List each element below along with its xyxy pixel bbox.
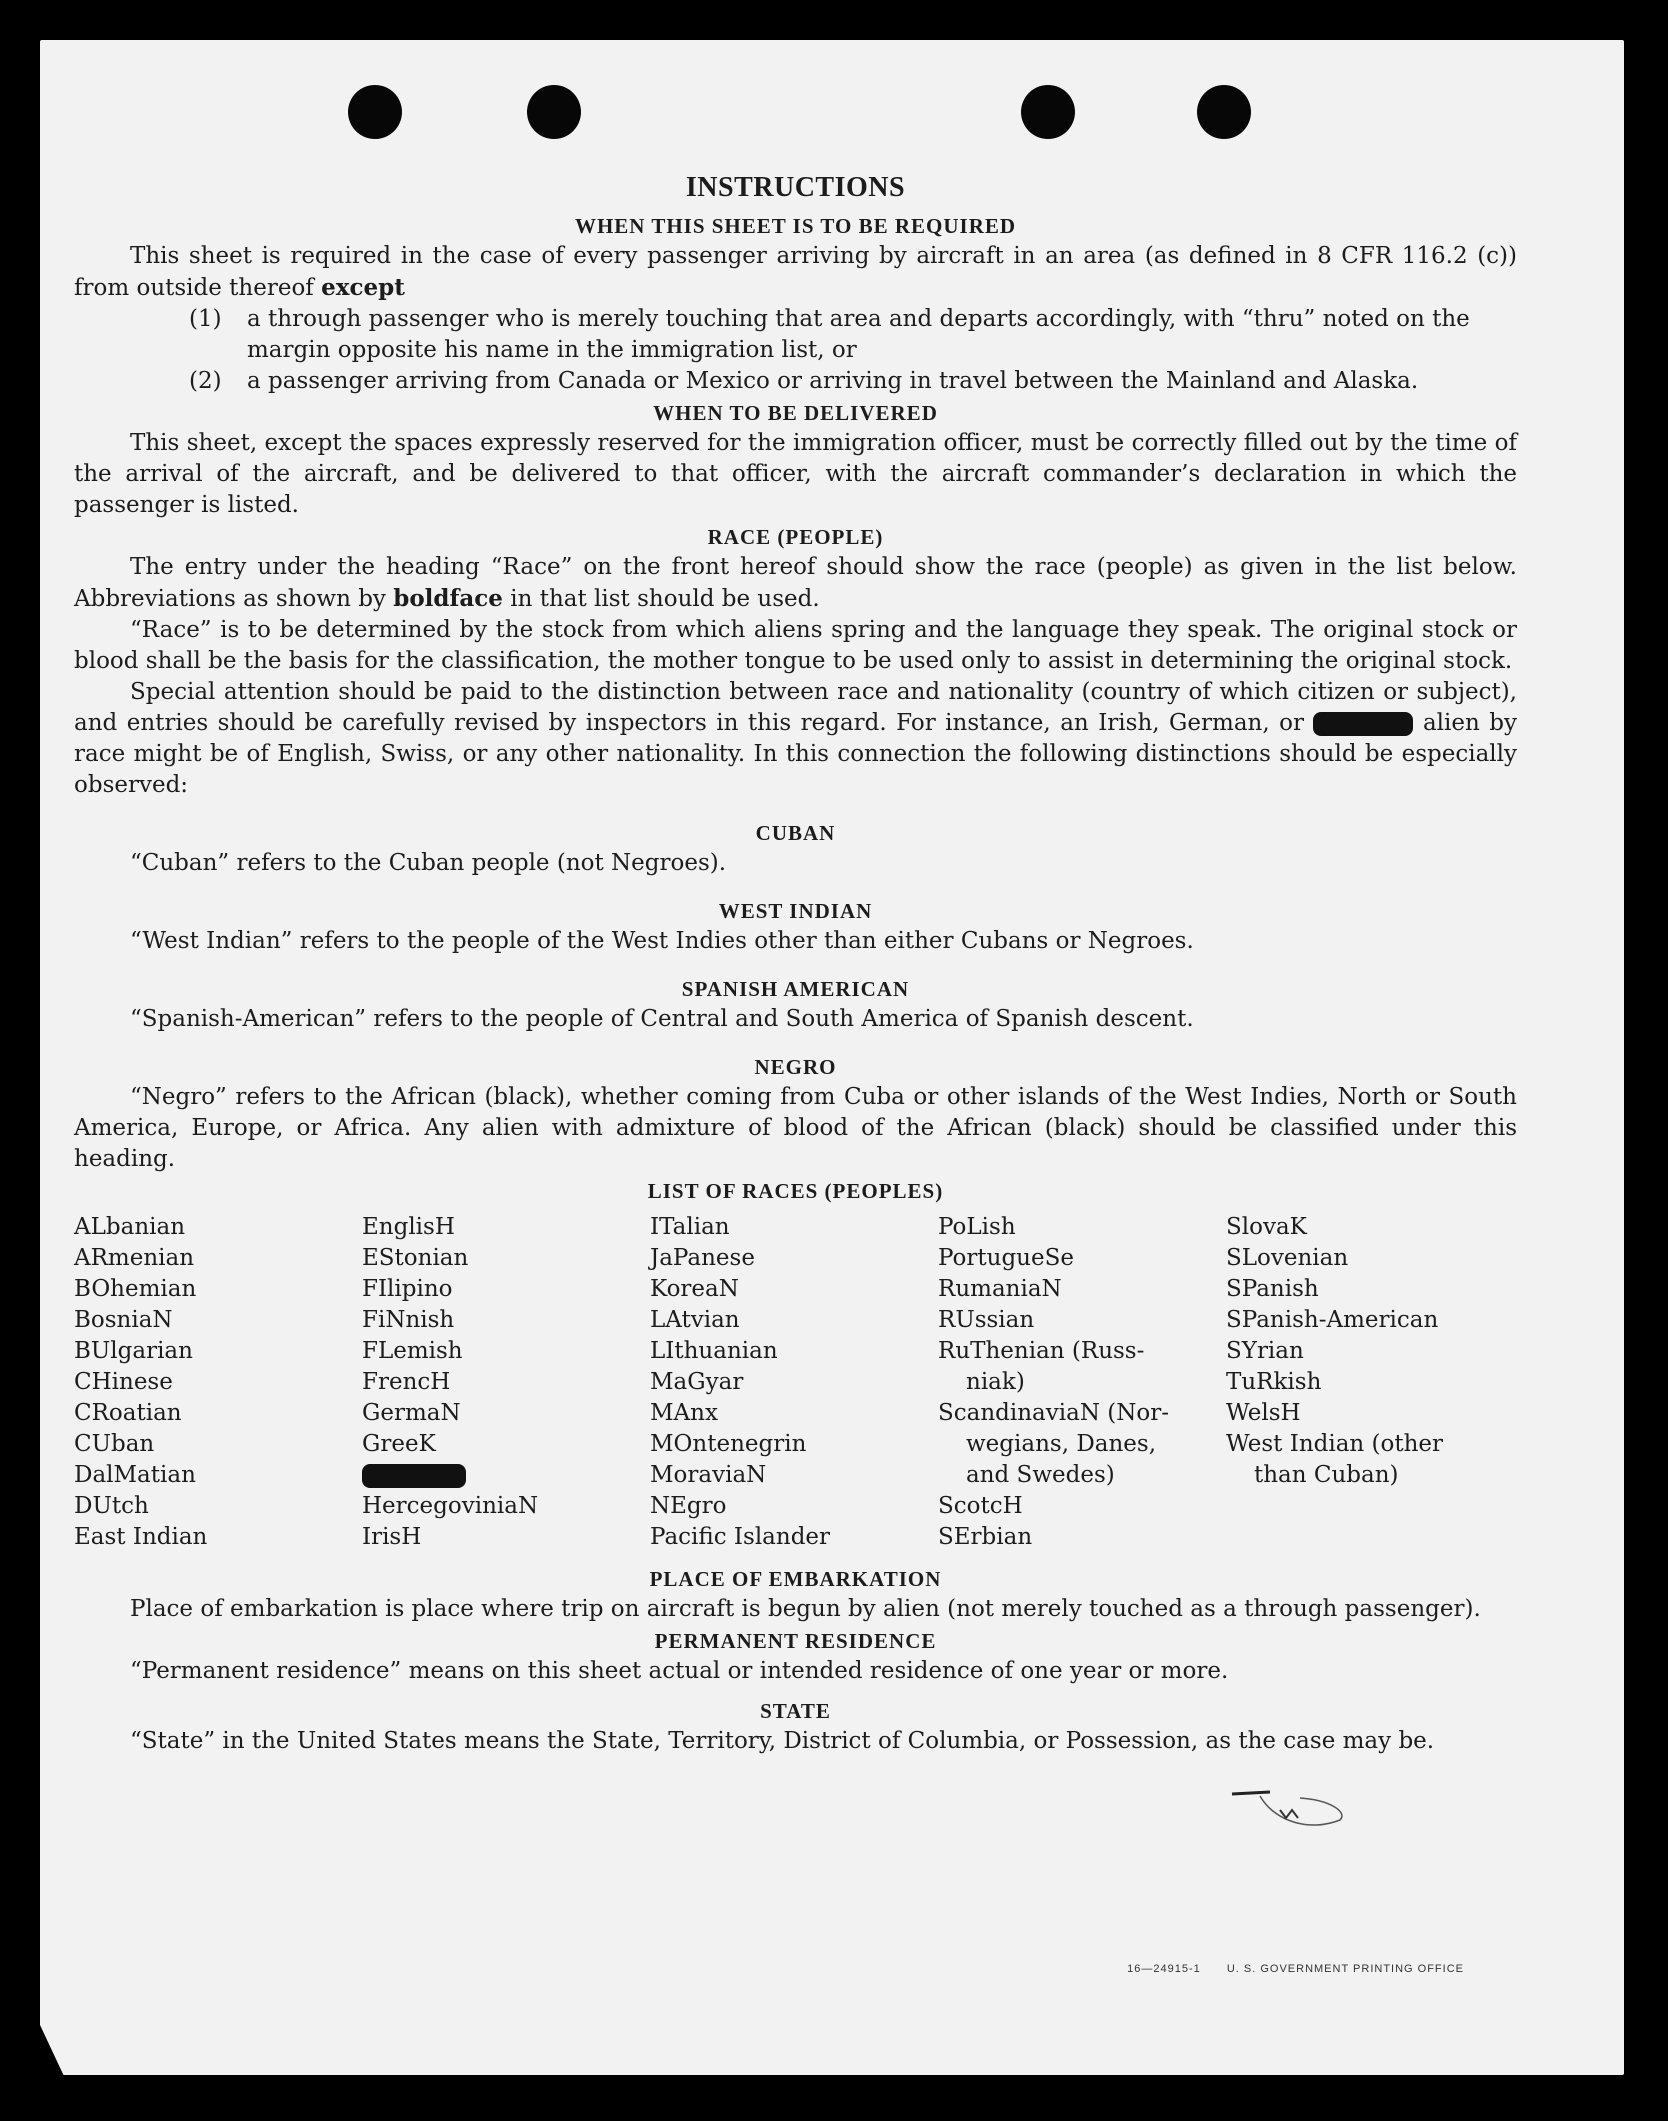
race-item: FLemish: [362, 1338, 463, 1364]
race-item: SErbian: [938, 1524, 1033, 1550]
race-item: MoraviaN: [650, 1462, 767, 1488]
when-required-intro: This sheet is required in the case of every passenger arriving by aircraft in an area (as defined in 8 CFR 116.2 (c)) from outside thereof except: [74, 243, 1517, 301]
punch-hole: [1197, 85, 1251, 139]
race-item: CRoatian: [74, 1400, 182, 1426]
printer-name: U. S. GOVERNMENT PRINTING OFFICE: [1226, 1963, 1464, 1975]
race-item: BosniaN: [74, 1307, 173, 1333]
cuban-text: “Cuban” refers to the Cuban people (not Negroes).: [130, 850, 727, 876]
race-item: FrencH: [362, 1369, 451, 1395]
race-item: PoLish: [938, 1214, 1016, 1240]
race-item: ScandinaviaN (Nor-: [938, 1400, 1169, 1426]
section-heading-spanish-american: SPANISH AMERICAN: [681, 977, 910, 1001]
page-title: INSTRUCTIONS: [685, 172, 906, 203]
race-item-continuation: and Swedes): [966, 1462, 1115, 1488]
race-item: ScotcH: [938, 1493, 1023, 1519]
when-delivered-text: This sheet, except the spaces expressly reserved for the immigration officer, must be correctly filled out by the time of the arrival of the aircraft, and be delivered to that officer, with the aircraft commander’s declaration in which the passenger is listed.: [74, 430, 1517, 518]
race-item-continuation: than Cuban): [1254, 1462, 1399, 1488]
race-item: DUtch: [74, 1493, 149, 1519]
race-item: PortugueSe: [938, 1245, 1074, 1271]
race-item: SYrian: [1226, 1338, 1304, 1364]
section-heading-when-required: WHEN THIS SHEET IS TO BE REQUIRED: [574, 214, 1017, 238]
section-heading-race: RACE (PEOPLE): [707, 525, 884, 549]
race-item: GreeK: [362, 1431, 436, 1457]
race-item: FIlipino: [362, 1276, 453, 1302]
race-item: SLovenian: [1226, 1245, 1349, 1271]
race-paragraph-2: “Race” is to be determined by the stock from which aliens spring and the language they speak. The original stock or blood shall be the basis for the classification, the mother tongue to be used only to assist in determining the original stock.: [74, 617, 1517, 674]
race-item: NEgro: [650, 1493, 727, 1519]
printer-footer: [1127, 1963, 1464, 1975]
race-paragraph-3: Special attention should be paid to the distinction between race and nationality (country of which citizen or subject), and entries should be carefully revised by inspectors in this regard. For instance, an Irish, German, or alien by race might be of English, Swiss, or any other nationality. In this connection the following distinctions should be especially observed:: [74, 679, 1517, 798]
race-item: LIthuanian: [650, 1338, 778, 1364]
race-item: HercegoviniaN: [362, 1493, 539, 1519]
race-item: SPanish-American: [1226, 1307, 1439, 1333]
pen-mark: [1230, 1782, 1350, 1838]
race-item: BUlgarian: [74, 1338, 193, 1364]
races-column-5: [1226, 1212, 1514, 1553]
race-item: FiNnish: [362, 1307, 455, 1333]
exception-item: (1) a through passenger who is merely touching that area and departs accordingly, with “thru” noted on the margin opposite his name in the immigration list, or: [189, 306, 1470, 363]
race-item: KoreaN: [650, 1276, 739, 1302]
section-heading-state: STATE: [760, 1699, 831, 1723]
race-item: Pacific Islander: [650, 1524, 831, 1550]
race-item: SPanish: [1226, 1276, 1319, 1302]
redaction-mark: [1313, 712, 1413, 736]
section-heading-negro: NEGRO: [754, 1055, 837, 1079]
race-item: IrisH: [362, 1524, 422, 1550]
race-item: MaGyar: [650, 1369, 744, 1395]
race-item: SlovaK: [1226, 1214, 1307, 1240]
form-code: 16—24915-1: [1127, 1963, 1201, 1975]
race-item-continuation: niak): [966, 1369, 1025, 1395]
race-item: West Indian (other: [1226, 1431, 1444, 1457]
races-column-1: [74, 1212, 362, 1553]
race-item: GermaN: [362, 1400, 461, 1426]
instructions-body: [74, 170, 1517, 1757]
redaction-mark: [362, 1464, 466, 1488]
race-item: EStonian: [362, 1245, 469, 1271]
races-column-4: [938, 1212, 1226, 1553]
race-item: MOntenegrin: [650, 1431, 807, 1457]
race-item: BOhemian: [74, 1276, 197, 1302]
punch-hole: [1021, 85, 1075, 139]
race-item: DalMatian: [74, 1462, 196, 1488]
residence-text: “Permanent residence” means on this sheet actual or intended residence of one year or more.: [130, 1658, 1229, 1684]
race-item: CHinese: [74, 1369, 173, 1395]
exception-item: (2) a passenger arriving from Canada or Mexico or arriving in travel between the Mainland and Alaska.: [189, 368, 1419, 394]
section-heading-when-delivered: WHEN TO BE DELIVERED: [653, 401, 938, 425]
race-item: EnglisH: [362, 1214, 455, 1240]
race-item: ITalian: [650, 1214, 730, 1240]
negro-text: “Negro” refers to the African (black), whether coming from Cuba or other islands of the West Indies, North or South America, Europe, or Africa. Any alien with admixture of blood of the African (black) should be classified under this heading.: [74, 1084, 1517, 1172]
race-item: RuThenian (Russ-: [938, 1338, 1145, 1364]
race-item: CUban: [74, 1431, 155, 1457]
section-heading-cuban: CUBAN: [755, 821, 836, 845]
race-item: RUssian: [938, 1307, 1035, 1333]
section-heading-west-indian: WEST INDIAN: [718, 899, 873, 923]
race-item: ALbanian: [74, 1214, 186, 1240]
race-paragraph-1: The entry under the heading “Race” on the front hereof should show the race (people) as given in the list below. Abbreviations as shown by boldface in that list should be used.: [74, 554, 1517, 612]
races-list: [74, 1212, 1517, 1553]
race-item: WelsH: [1226, 1400, 1301, 1426]
punch-hole: [527, 85, 581, 139]
race-item: MAnx: [650, 1400, 718, 1426]
races-column-2: [362, 1212, 650, 1553]
races-column-3: [650, 1212, 938, 1553]
race-item-continuation: wegians, Danes,: [966, 1431, 1157, 1457]
race-item: JaPanese: [650, 1245, 755, 1271]
west-indian-text: “West Indian” refers to the people of the West Indies other than either Cubans or Negroes.: [130, 928, 1194, 954]
race-item-redacted: [362, 1460, 650, 1491]
race-item: East Indian: [74, 1524, 208, 1550]
race-item: ARmenian: [74, 1245, 195, 1271]
document-page: [40, 40, 1624, 2075]
section-heading-list-of-races: LIST OF RACES (PEOPLES): [647, 1179, 944, 1203]
spanish-american-text: “Spanish-American” refers to the people of Central and South America of Spanish descent.: [130, 1006, 1194, 1032]
state-text: “State” in the United States means the State, Territory, District of Columbia, or Possession, as the case may be.: [130, 1728, 1435, 1754]
punch-hole: [348, 85, 402, 139]
page-corner-fold: [40, 2025, 85, 2121]
embarkation-text: Place of embarkation is place where trip on aircraft is begun by alien (not merely touched as a through passenger).: [130, 1596, 1481, 1622]
section-heading-embarkation: PLACE OF EMBARKATION: [649, 1567, 942, 1591]
section-heading-residence: PERMANENT RESIDENCE: [654, 1629, 937, 1653]
race-item: TuRkish: [1226, 1369, 1322, 1395]
race-item: LAtvian: [650, 1307, 740, 1333]
race-item: RumaniaN: [938, 1276, 1062, 1302]
